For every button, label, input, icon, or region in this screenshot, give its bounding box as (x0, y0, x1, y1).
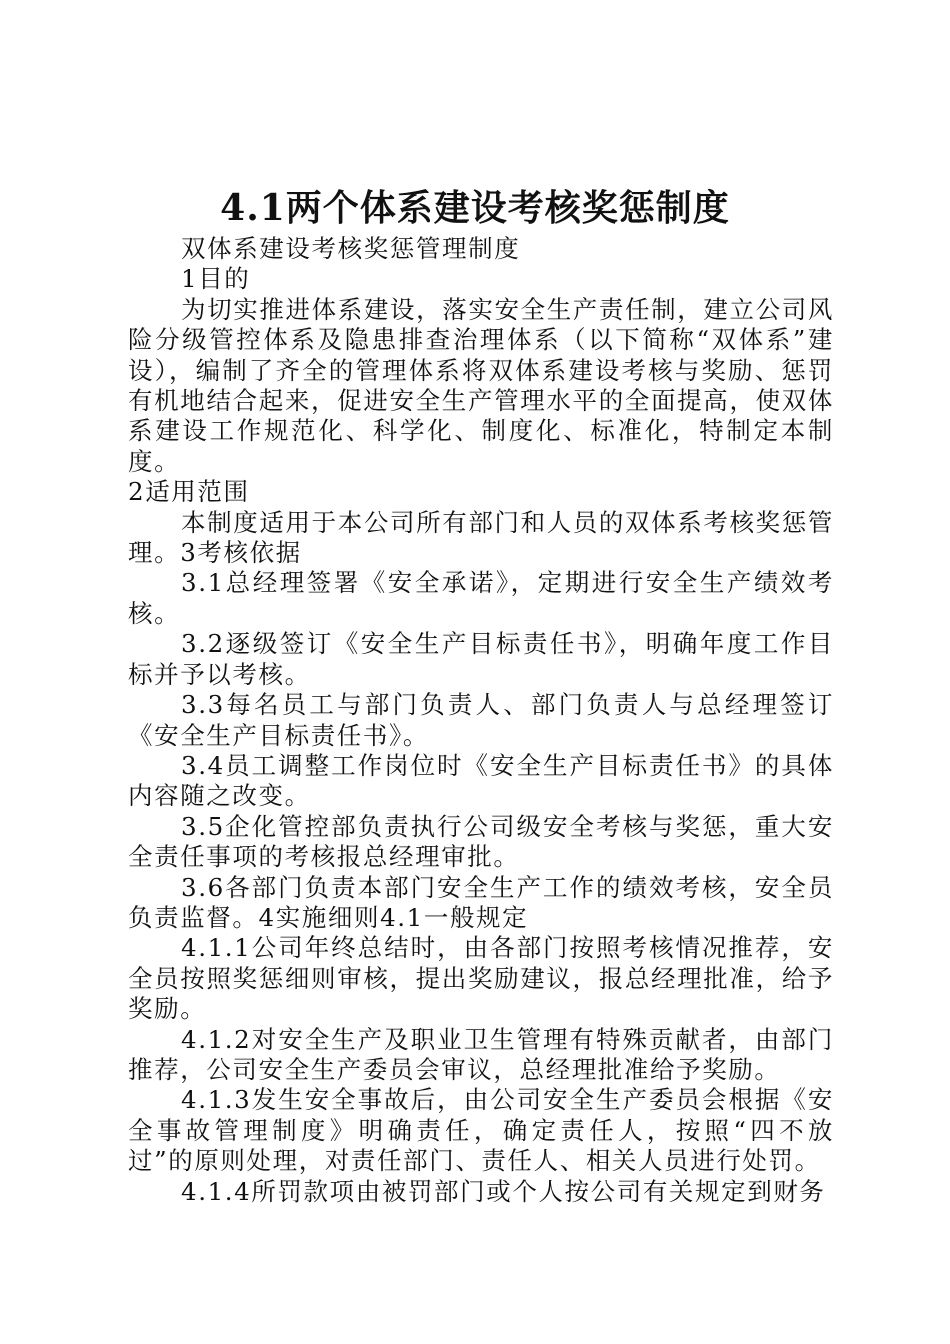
section-heading-scope: 2适用范围 (128, 477, 250, 507)
section-heading-purpose: 1目的 (181, 264, 251, 294)
clause-4-1-1: 4.1.1公司年终总结时，由各部门按照考核情况推荐，安全员按照奖惩细则审核，提出奖励建议，报总经理批准，给予奖励。 (128, 933, 834, 1024)
clause-3-3: 3.3每名员工与部门负责人、部门负责人与总经理签订《安全生产目标责任书》。 (128, 690, 834, 750)
clause-4-1-2: 4.1.2对安全生产及职业卫生管理有特殊贡献者，由部门推荐，公司安全生产委员会审议，总经理批准给予奖励。 (128, 1024, 834, 1084)
clause-3-4: 3.4员工调整工作岗位时《安全生产目标责任书》的具体内容随之改变。 (128, 750, 834, 811)
clause-3-5: 3.5企化管控部负责执行公司级安全考核与奖惩，重大安全责任事项的考核报总经理审批。 (128, 811, 834, 872)
document-title: 4.1两个体系建设考核奖惩制度 (220, 187, 730, 229)
clause-3-2: 3.2逐级签订《安全生产目标责任书》，明确年度工作目标并予以考核。 (128, 629, 834, 689)
clause-4-1-3: 4.1.3发生安全事故后，由公司安全生产委员会根据《安全事故管理制度》明确责任，确定责任人，按照“四不放过”的原则处理，对责任部门、责任人、相关人员进行处罚。 (128, 1085, 834, 1176)
clause-4-1-4: 4.1.4所罚款项由被罚部门或个人按公司有关规定到财务 (181, 1176, 826, 1206)
subtitle-paragraph: 双体系建设考核奖惩管理制度 (181, 234, 521, 263)
clause-3-6: 3.6各部门负责本部门安全生产工作的绩效考核，安全员负责监督。4实施细则4.1一般规定 (128, 872, 834, 932)
purpose-paragraph: 为切实推进体系建设，落实安全生产责任制，建立公司风险分级管控体系及隐患排查治理体系（以下简称“双体系”建设），编制了齐全的管理体系将双体系建设考核与奖励、惩罚有机地结合起来，促进安全生产管理水平的全面提高，使双体系建设工作规范化、科学化、制度化、标准化，特制定本制度。 (128, 294, 834, 476)
clause-3-1: 3.1总经理签署《安全承诺》，定期进行安全生产绩效考核。 (128, 568, 834, 628)
document-body (128, 234, 834, 1207)
scope-paragraph: 本制度适用于本公司所有部门和人员的双体系考核奖惩管理。3考核依据 (128, 507, 834, 568)
